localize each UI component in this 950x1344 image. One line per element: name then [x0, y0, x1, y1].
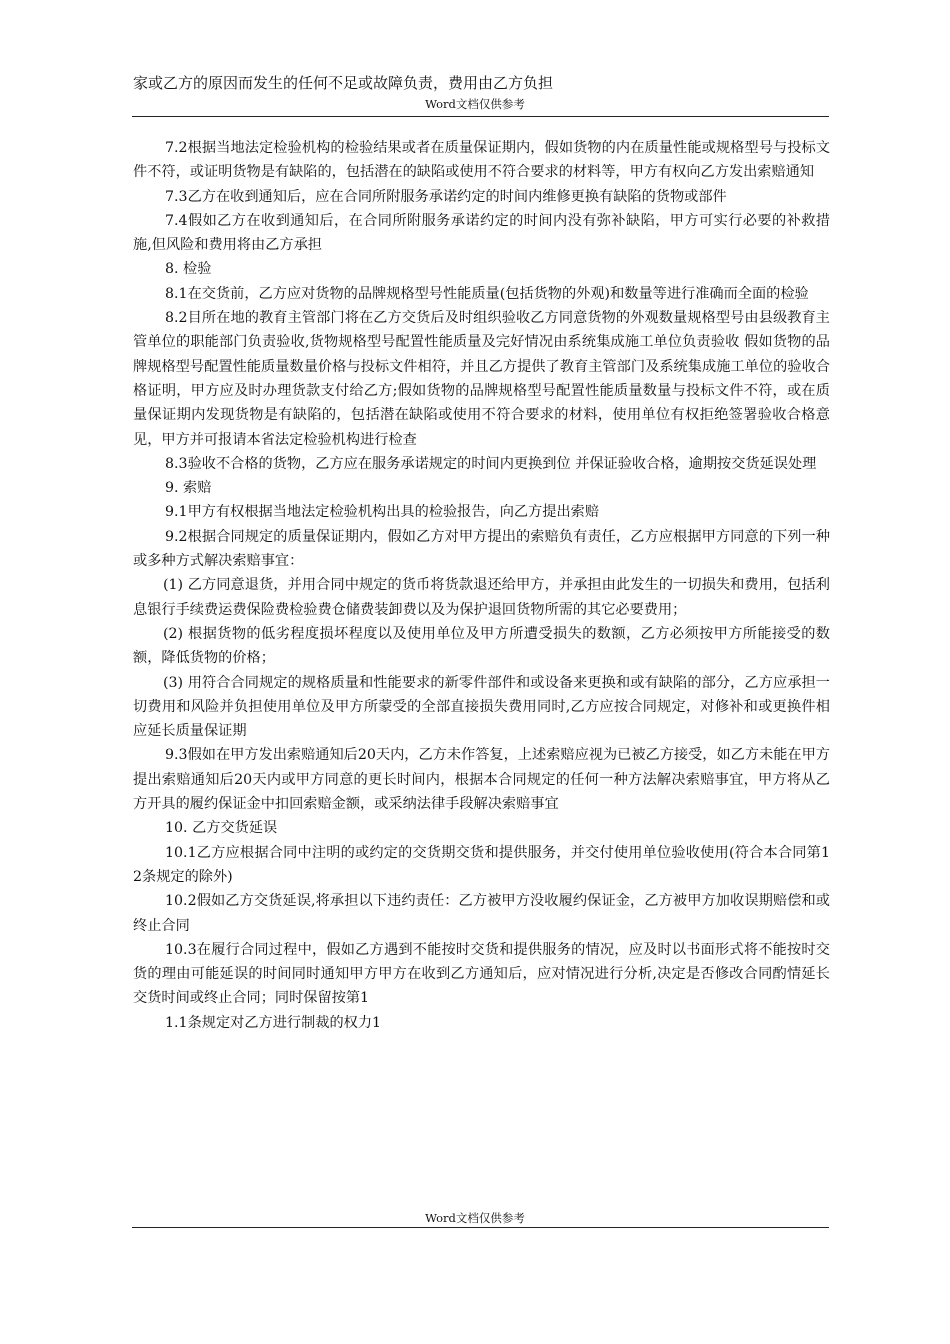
continued-text-line: 家或乙方的原因而发生的任何不足或故障负责，费用由乙方负担 [133, 74, 554, 92]
section-heading-9: 9. 索赔 [165, 480, 212, 497]
paragraph-8-1: 8.1在交货前，乙方应对货物的品牌规格型号性能质量(包括货物的外观)和数量等进行准确而全面的检验 [165, 285, 809, 302]
list-item-1: (1) 乙方同意退货，并用合同中规定的货币将货款退还给甲方，并承担由此发生的一切损失和费用，包括利息银行手续费运费保险费检验费仓储费装卸费以及为保护退回货物所需的其它必要费用； [133, 577, 830, 618]
paragraph-10-3: 10.3在履行合同过程中，假如乙方遇到不能按时交货和提供服务的情况，应及时以书面形式将不能按时交货的理由可能延误的时间同时通知甲方甲方在收到乙方通知后，应对情况进行分析,决定是否修改合同酌情延长交货时间或终止合同；同时保留按第1 [133, 941, 830, 1007]
section-heading-8: 8. 检验 [165, 261, 212, 278]
paragraph-9-2: 9.2根据合同规定的质量保证期内，假如乙方对甲方提出的索赔负有责任，乙方应根据甲方同意的下列一种或多种方式解决索赔事宜： [133, 528, 830, 570]
paragraph-8-3: 8.3验收不合格的货物，乙方应在服务承诺规定的时间内更换到位 并保证验收合格，逾期按交货延误处理 [165, 455, 817, 472]
paragraph-8-2: 8.2目所在地的教育主管部门将在乙方交货后及时组织验收乙方同意货物的外观数量规格型号由县级教育主管单位的职能部门负责验收,货物规格型号配置性能质量及完好情况由系统集成施工单位负责验收 假如货物的品牌规格型号配置性能质量数量价格与投标文件相符，并且乙方提供了教育主管部门及系统集成施工单位的验收合格证明，甲方应及时办理货款支付给乙方;假如货物的品牌规格型号配置性能质量数量与投标文件不符，或在质量保证期内发现货物是有缺陷的，包括潜在缺陷或使用不符合要求的材料，使用单位有权拒绝签署验收合格意见，甲方并可报请本省法定检验机构进行检查 [133, 310, 830, 448]
paragraph-7-4: 7.4假如乙方在收到通知后，在合同所附服务承诺约定的时间内没有弥补缺陷，甲方可实行必要的补救措施,但风险和费用将由乙方承担 [133, 212, 830, 254]
footer-watermark-text: Word文档仅供参考 [425, 1211, 525, 1225]
paragraph-10-1: 10.1乙方应根据合同中注明的或约定的交货期交货和提供服务，并交付使用单位验收使用(符合本合同第12条规定的除外) [133, 844, 830, 885]
paragraph-10-2: 10.2假如乙方交货延误,将承担以下违约责任：乙方被甲方没收履约保证金，乙方被甲方加收误期赔偿和或终止合同 [133, 893, 830, 934]
paragraph-9-1: 9.1甲方有权根据当地法定检验机构出具的检验报告，向乙方提出索赔 [165, 504, 600, 521]
document-body [133, 136, 830, 1035]
header-watermark-text: Word文档仅供参考 [425, 97, 525, 111]
paragraph-7-2: 7.2根据当地法定检验机构的检验结果或者在质量保证期内，假如货物的内在质量性能或规格型号与投标文件不符，或证明货物是有缺陷的，包括潜在的缺陷或使用不符合要求的材料等，甲方有权向乙方发出索赔通知 [133, 140, 830, 181]
list-item-3: (3) 用符合合同规定的规格质量和性能要求的新零件部件和或设备来更换和或有缺陷的部分，乙方应承担一切费用和风险并负担使用单位及甲方所蒙受的全部直接损失费用同时,乙方应按合同规定，对修补和或更换件相应延长质量保证期 [133, 674, 830, 740]
paragraph-7-3: 7.3乙方在收到通知后，应在合同所附服务承诺约定的时间内维修更换有缺陷的货物或部件 [165, 188, 727, 205]
paragraph-9-3: 9.3假如在甲方发出索赔通知后20天内，乙方未作答复，上述索赔应视为已被乙方接受，如乙方未能在甲方提出索赔通知后20天内或甲方同意的更长时间内，根据本合同规定的任何一种方法解决索赔事宜，甲方将从乙方开具的履约保证金中扣回索赔金额，或采纳法律手段解决索赔事宜 [133, 747, 830, 813]
header-divider [132, 116, 829, 117]
footer-divider [132, 1227, 829, 1228]
section-heading-10: 10. 乙方交货延误 [165, 820, 278, 837]
list-item-2: (2) 根据货物的低劣程度损坏程度以及使用单位及甲方所遭受损失的数额，乙方必须按甲方所能接受的数额，降低货物的价格； [133, 625, 830, 667]
paragraph-continuation: 1.1条规定对乙方进行制裁的权力1 [165, 1014, 382, 1031]
